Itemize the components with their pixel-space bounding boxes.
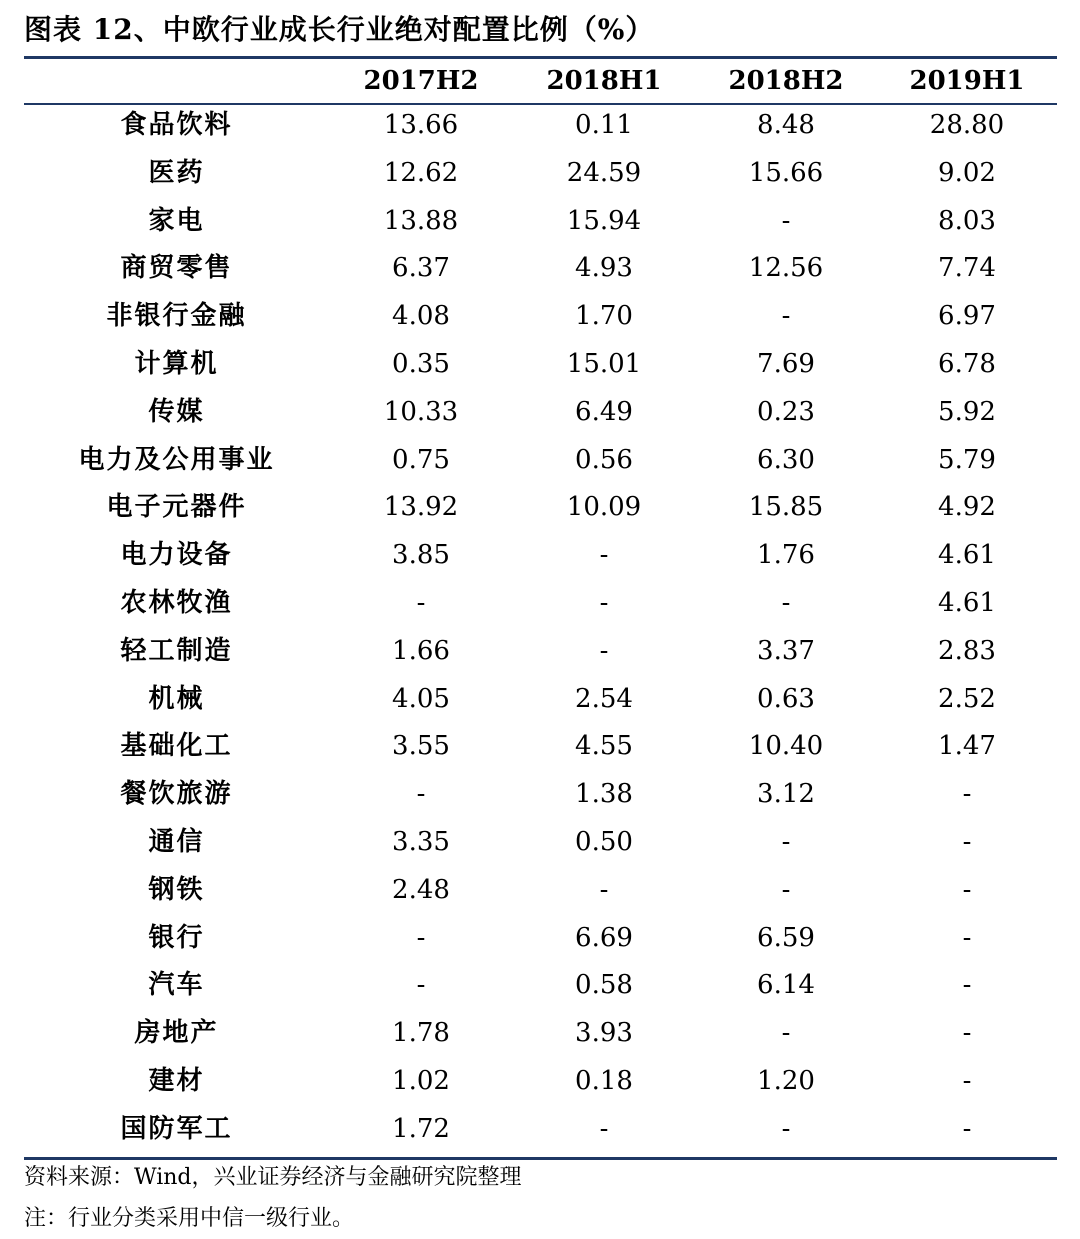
value-cell: 6.78	[938, 348, 996, 379]
table-row	[24, 105, 1057, 153]
value-cell: 15.66	[748, 157, 824, 188]
header-cell-2018h2: 2018H2	[728, 66, 844, 96]
value-cell: 3.93	[575, 1018, 633, 1049]
value-cell: 0.75	[392, 444, 450, 475]
value-cell: 9.02	[938, 157, 996, 188]
table-row	[24, 870, 1057, 918]
value-cell: -	[599, 587, 609, 618]
value-cell: 3.85	[392, 540, 450, 571]
value-cell: -	[781, 1113, 791, 1144]
value-cell: -	[781, 826, 791, 857]
value-cell: 4.08	[392, 301, 450, 332]
value-cell: 2.52	[938, 683, 996, 714]
value-cell: 13.66	[383, 110, 459, 140]
industry-name-cell: 商贸零售	[120, 253, 233, 284]
industry-name-cell: 食品饮料	[120, 110, 233, 140]
table-row	[24, 201, 1057, 249]
industry-name-cell: 传媒	[148, 396, 205, 427]
value-cell: 15.85	[748, 492, 824, 523]
table-row	[24, 153, 1057, 201]
value-cell: 1.72	[392, 1113, 450, 1144]
value-cell: 2.48	[392, 874, 450, 905]
classification-note: 注：行业分类采用中信一级行业。	[24, 1206, 355, 1231]
industry-name-cell: 计算机	[134, 348, 219, 379]
value-cell: -	[962, 970, 972, 1001]
value-cell: 0.50	[575, 826, 633, 857]
table-body	[24, 105, 1057, 1157]
value-cell: -	[416, 922, 426, 953]
value-cell: -	[599, 874, 609, 905]
value-cell: 4.05	[392, 683, 450, 714]
table-row	[24, 631, 1057, 679]
value-cell: 0.11	[575, 110, 633, 140]
value-cell: 10.33	[383, 396, 459, 427]
table-row	[24, 392, 1057, 440]
value-cell: 1.38	[575, 779, 633, 810]
value-cell: 1.66	[392, 635, 450, 666]
value-cell: 12.62	[383, 157, 459, 188]
value-cell: -	[962, 779, 972, 810]
header-cell-2017h2: 2017H2	[363, 66, 479, 96]
industry-name-cell: 基础化工	[120, 731, 233, 762]
value-cell: 5.79	[938, 444, 996, 475]
value-cell: 6.14	[757, 970, 815, 1001]
table-row	[24, 344, 1057, 392]
value-cell: 4.92	[938, 492, 996, 523]
value-cell: -	[962, 874, 972, 905]
value-cell: 3.35	[392, 826, 450, 857]
header-cell-2018h1: 2018H1	[546, 66, 662, 96]
value-cell: -	[781, 1018, 791, 1049]
value-cell: -	[599, 1113, 609, 1144]
value-cell: 1.70	[575, 301, 633, 332]
industry-name-cell: 通信	[148, 826, 205, 857]
value-cell: -	[416, 587, 426, 618]
value-cell: 0.35	[392, 348, 450, 379]
value-cell: 4.55	[575, 731, 633, 762]
value-cell: 1.02	[392, 1065, 450, 1096]
value-cell: 2.83	[938, 635, 996, 666]
value-cell: -	[781, 587, 791, 618]
value-cell: 24.59	[566, 157, 642, 188]
value-cell: 6.30	[757, 444, 815, 475]
industry-name-cell: 医药	[148, 157, 205, 188]
value-cell: 0.23	[757, 396, 815, 427]
value-cell: 1.78	[392, 1018, 450, 1049]
table-row	[24, 440, 1057, 488]
value-cell: -	[781, 301, 791, 332]
value-cell: 6.69	[575, 922, 633, 953]
value-cell: 6.37	[392, 253, 450, 284]
industry-name-cell: 国防军工	[120, 1113, 233, 1144]
value-cell: 3.12	[757, 779, 815, 810]
industry-name-cell: 钢铁	[148, 874, 205, 905]
value-cell: 6.97	[938, 301, 996, 332]
value-cell: 8.03	[938, 205, 996, 236]
value-cell: 10.40	[748, 731, 824, 762]
value-cell: 1.76	[757, 540, 815, 571]
value-cell: 8.48	[757, 110, 815, 140]
table-row	[24, 248, 1057, 296]
value-cell: 5.92	[938, 396, 996, 427]
value-cell: 28.80	[929, 110, 1005, 140]
source-note: 资料来源：Wind，兴业证券经济与金融研究院整理	[24, 1165, 522, 1190]
value-cell: -	[416, 970, 426, 1001]
industry-name-cell: 汽车	[148, 970, 205, 1001]
industry-name-cell: 房地产	[134, 1018, 219, 1049]
value-cell: 1.47	[938, 731, 996, 762]
value-cell: -	[962, 1113, 972, 1144]
value-cell: -	[781, 874, 791, 905]
table-row	[24, 679, 1057, 727]
header-cell-2019h1: 2019H1	[909, 66, 1025, 96]
table-row	[24, 583, 1057, 631]
value-cell: -	[962, 1018, 972, 1049]
industry-name-cell: 农林牧渔	[120, 587, 233, 618]
value-cell: -	[599, 540, 609, 571]
value-cell: 3.37	[757, 635, 815, 666]
table-row	[24, 1013, 1057, 1061]
value-cell: -	[962, 1065, 972, 1096]
value-cell: 7.69	[757, 348, 815, 379]
industry-name-cell: 电力及公用事业	[78, 444, 275, 475]
value-cell: 0.56	[575, 444, 633, 475]
value-cell: 3.55	[392, 731, 450, 762]
value-cell: 15.94	[566, 205, 642, 236]
table-header-row	[24, 59, 1057, 103]
industry-name-cell: 电力设备	[120, 540, 233, 571]
industry-name-cell: 建材	[148, 1065, 205, 1096]
table-row	[24, 296, 1057, 344]
value-cell: 4.61	[938, 540, 996, 571]
value-cell: -	[962, 826, 972, 857]
industry-name-cell: 电子元器件	[106, 492, 247, 523]
table-row	[24, 487, 1057, 535]
value-cell: -	[416, 779, 426, 810]
value-cell: 6.49	[575, 396, 633, 427]
value-cell: -	[781, 205, 791, 236]
table-title: 图表 12、中欧行业成长行业绝对配置比例（%）	[24, 13, 655, 46]
value-cell: 10.09	[566, 492, 642, 523]
value-cell: -	[962, 922, 972, 953]
value-cell: 13.92	[383, 492, 459, 523]
value-cell: 0.18	[575, 1065, 633, 1096]
table-row	[24, 822, 1057, 870]
value-cell: 12.56	[748, 253, 824, 284]
value-cell: 6.59	[757, 922, 815, 953]
value-cell: 13.88	[383, 205, 459, 236]
industry-name-cell: 餐饮旅游	[120, 779, 233, 810]
value-cell: 15.01	[566, 348, 642, 379]
value-cell: 4.93	[575, 253, 633, 284]
table-row	[24, 965, 1057, 1013]
value-cell: 1.20	[757, 1065, 815, 1096]
industry-name-cell: 轻工制造	[120, 635, 233, 666]
table-row	[24, 535, 1057, 583]
value-cell: 0.63	[757, 683, 815, 714]
industry-name-cell: 银行	[148, 922, 205, 953]
table-row	[24, 774, 1057, 822]
value-cell: 4.61	[938, 587, 996, 618]
bottom-rule	[24, 1157, 1057, 1160]
value-cell: 2.54	[575, 683, 633, 714]
industry-name-cell: 机械	[148, 683, 205, 714]
allocation-table	[24, 59, 1057, 1144]
table-row	[24, 918, 1057, 966]
table-row	[24, 1061, 1057, 1109]
industry-name-cell: 非银行金融	[106, 301, 247, 332]
value-cell: 0.58	[575, 970, 633, 1001]
table-row	[24, 1109, 1057, 1157]
industry-name-cell: 家电	[148, 205, 205, 236]
value-cell: -	[599, 635, 609, 666]
value-cell: 7.74	[938, 253, 996, 284]
table-row	[24, 726, 1057, 774]
